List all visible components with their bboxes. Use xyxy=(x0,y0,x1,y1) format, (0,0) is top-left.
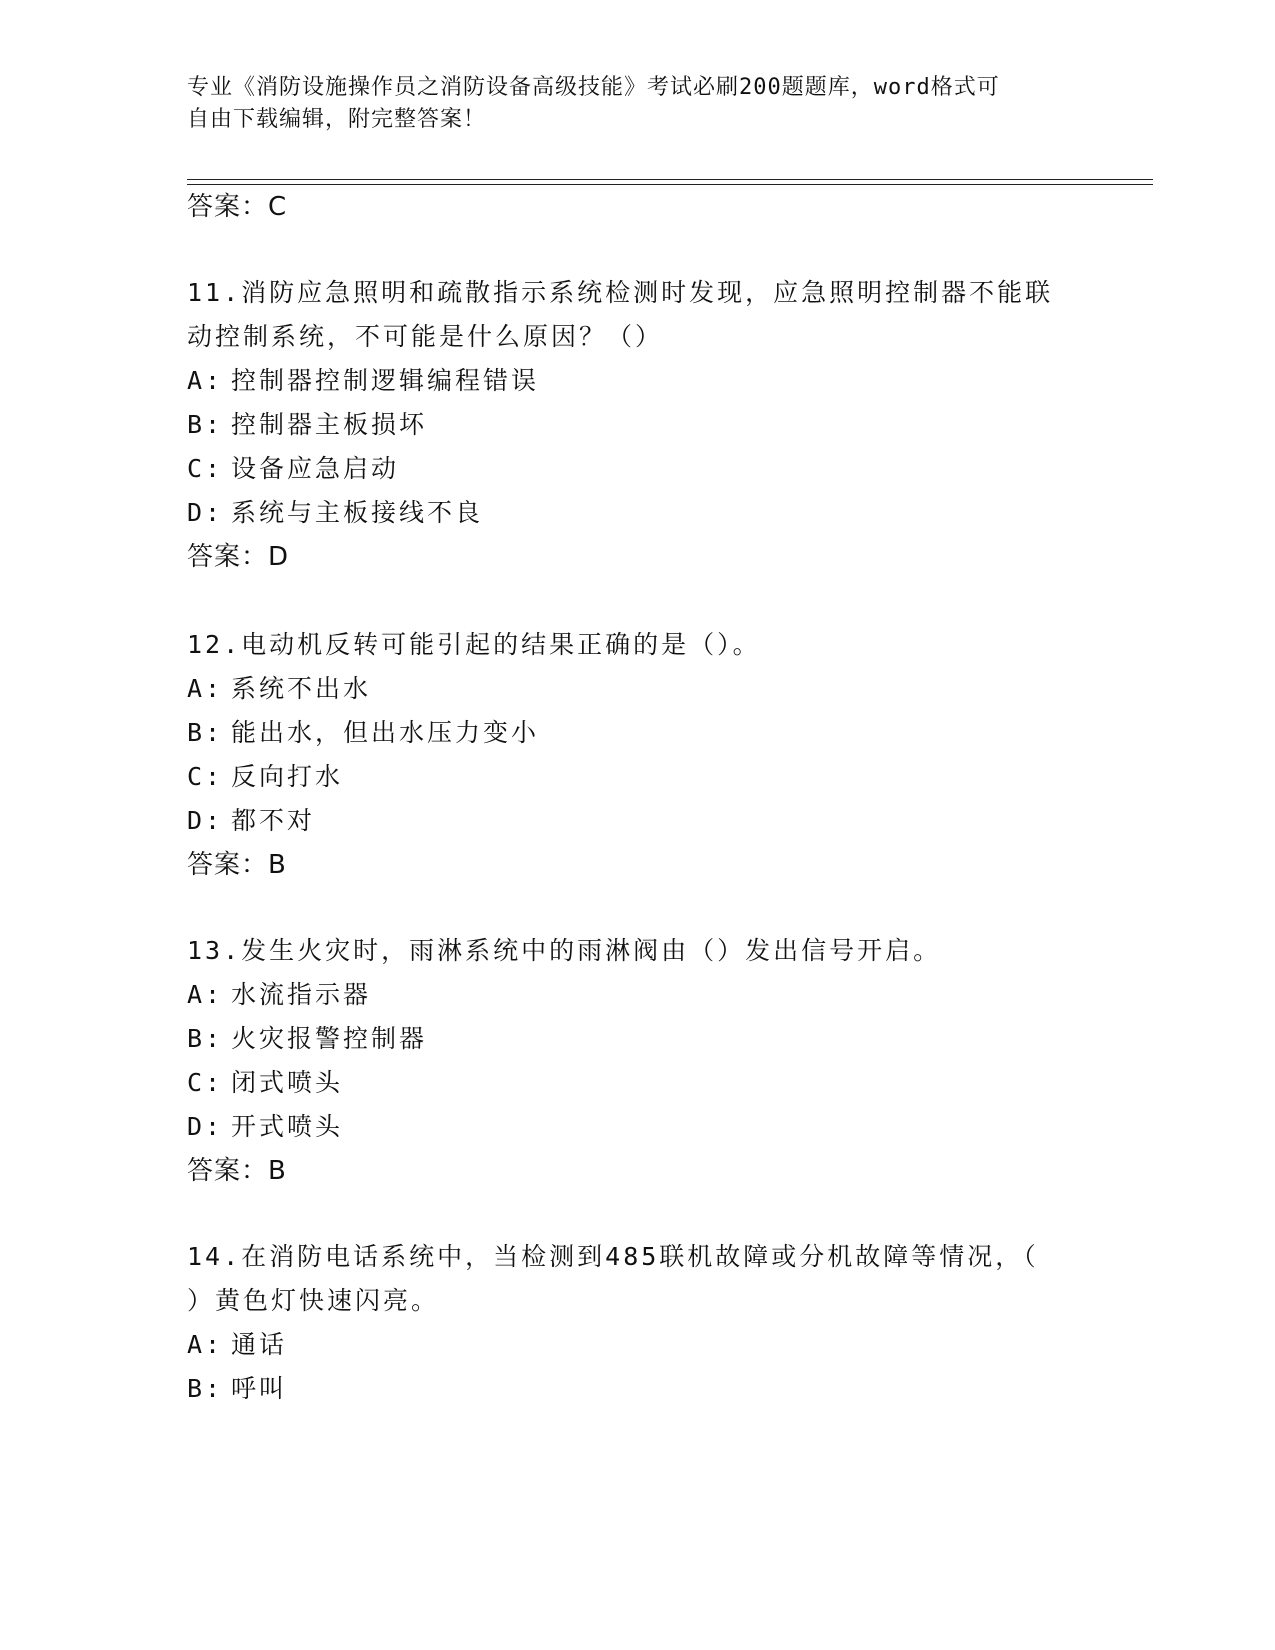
header-divider-bottom xyxy=(187,184,1153,185)
question-stem-line-1: 13.发生火灾时，雨淋系统中的雨淋阀由（）发出信号开启。 xyxy=(187,936,942,965)
question-stem-line-1: 12.电动机反转可能引起的结果正确的是（）。 xyxy=(187,630,761,659)
option-text: 控制器主板损坏 xyxy=(231,410,428,439)
option-letter: C: xyxy=(187,1068,224,1097)
option-letter: D: xyxy=(187,1112,224,1141)
option-text: 设备应急启动 xyxy=(231,454,400,483)
option-a xyxy=(187,978,371,1012)
option-text: 通话 xyxy=(231,1330,288,1359)
option-text: 能出水，但出水压力变小 xyxy=(231,718,540,747)
option-letter: D: xyxy=(187,498,224,527)
option-text: 系统与主板接线不良 xyxy=(231,498,484,527)
option-letter: A: xyxy=(187,674,224,703)
option-letter: D: xyxy=(187,806,224,835)
option-text: 火灾报警控制器 xyxy=(231,1024,428,1053)
option-text: 反向打水 xyxy=(231,762,344,791)
option-b xyxy=(187,716,539,750)
option-letter: B: xyxy=(187,718,224,747)
option-text: 水流指示器 xyxy=(231,980,372,1009)
question-answer: 答案：B xyxy=(187,1156,287,1186)
option-text: 都不对 xyxy=(231,806,316,835)
option-letter: C: xyxy=(187,454,224,483)
option-d xyxy=(187,1110,343,1144)
option-text: 闭式喷头 xyxy=(231,1068,344,1097)
option-b xyxy=(187,1372,287,1406)
option-d xyxy=(187,804,315,838)
option-text: 系统不出水 xyxy=(231,674,372,703)
option-text: 呼叫 xyxy=(231,1374,288,1403)
option-letter: A: xyxy=(187,980,224,1009)
option-c xyxy=(187,1066,343,1100)
option-c xyxy=(187,452,399,486)
option-text: 开式喷头 xyxy=(231,1112,344,1141)
option-b xyxy=(187,1022,427,1056)
question-answer: 答案：B xyxy=(187,850,287,880)
option-b xyxy=(187,408,427,442)
document-header xyxy=(187,72,1067,136)
option-d xyxy=(187,496,483,530)
option-c xyxy=(187,760,343,794)
question-stem-line-2: ）黄色灯快速闪亮。 xyxy=(187,1286,440,1315)
option-a xyxy=(187,672,371,706)
question-stem-line-2: 动控制系统，不可能是什么原因？（） xyxy=(187,322,664,351)
question-stem-line-1: 14.在消防电话系统中，当检测到485联机故障或分机故障等情况，（ xyxy=(187,1242,1039,1271)
header-line-1: 专业《消防设施操作员之消防设备高级技能》考试必刷200题题库，word格式可 xyxy=(187,75,1000,100)
option-letter: A: xyxy=(187,1330,224,1359)
option-letter: B: xyxy=(187,410,224,439)
question-stem-line-1: 11.消防应急照明和疏散指示系统检测时发现，应急照明控制器不能联 xyxy=(187,278,1054,307)
question-answer: 答案：D xyxy=(187,542,290,572)
header-line-2: 自由下载编辑，附完整答案！ xyxy=(187,107,487,132)
option-a xyxy=(187,364,539,398)
option-a xyxy=(187,1328,287,1362)
option-letter: A: xyxy=(187,366,224,395)
option-letter: C: xyxy=(187,762,224,791)
header-divider-top xyxy=(187,179,1153,180)
option-letter: B: xyxy=(187,1374,224,1403)
option-letter: B: xyxy=(187,1024,224,1053)
previous-answer: 答案：C xyxy=(187,192,288,222)
option-text: 控制器控制逻辑编程错误 xyxy=(231,366,540,395)
